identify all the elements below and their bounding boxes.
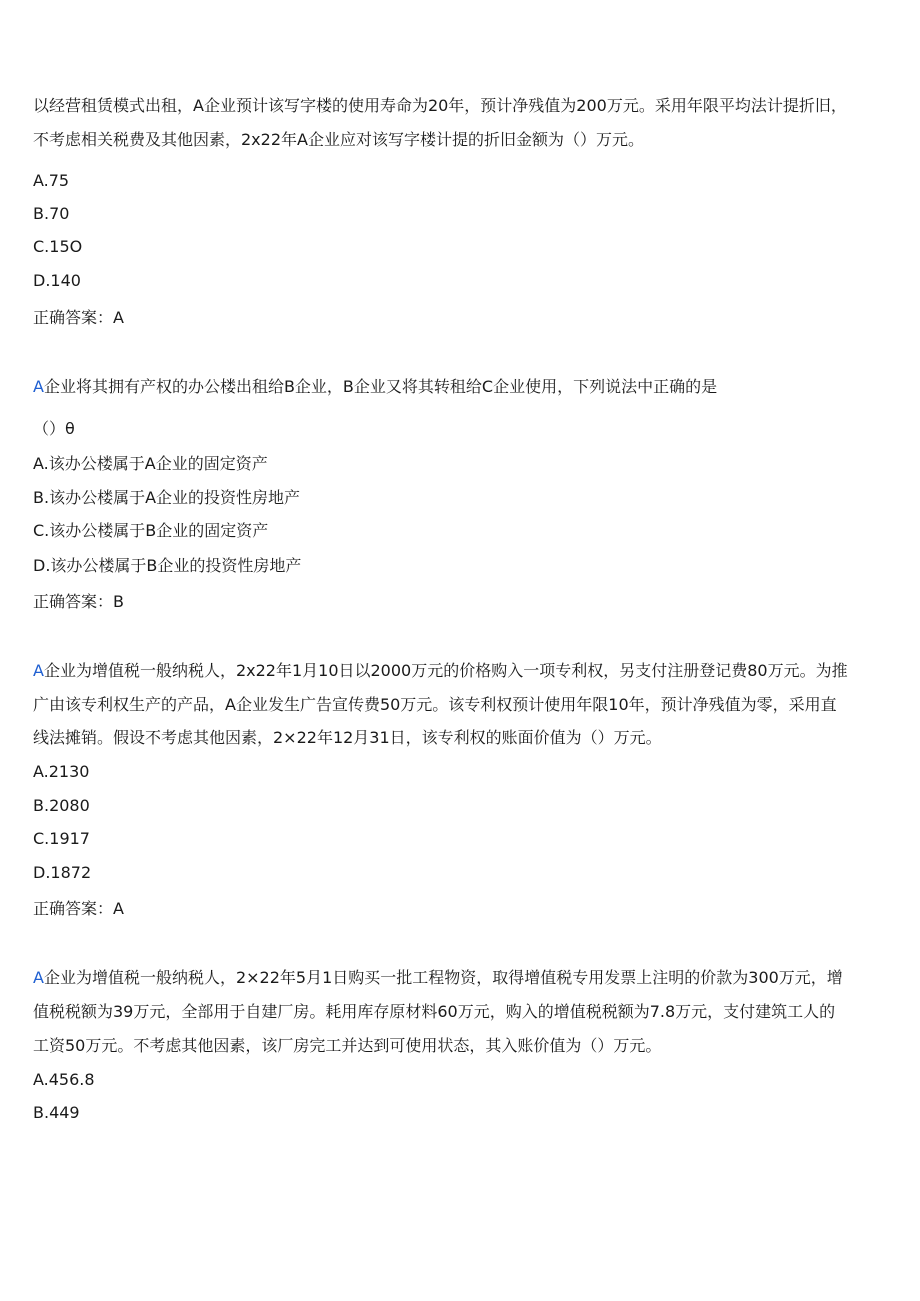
q3-option-c: C.1917: [33, 829, 90, 848]
q1-stem-line-1: 以经营租赁模式出租，A企业预计该写字楼的使用寿命为20年，预计净残值为200万元。采用年限平均法计提折旧，: [33, 96, 847, 115]
q4-stem-line-1: [33, 967, 843, 989]
q1-stem-line-2: 不考虑相关税费及其他因素，2x22年A企业应对该写字楼计提的折旧金额为（）万元。: [33, 130, 644, 149]
q2-stem-line-2: （）θ: [33, 419, 75, 438]
q4-stem-text: 企业为增值税一般纳税人，2×22年5月1日购买一批工程物资，取得增值税专用发票上注明的价款为300万元，增: [43, 968, 843, 987]
q2-stem-text: 企业将其拥有产权的办公楼出租给B企业，B企业又将其转租给C企业使用，下列说法中正确的是: [43, 377, 718, 396]
q1-option-a: A.75: [33, 171, 70, 190]
q3-stem-line-3: 线法摊销。假设不考虑其他因素，2×22年12月31日，该专利权的账面价值为（）万元。: [33, 728, 662, 747]
q2-option-a: A.该办公楼属于A企业的固定资产: [33, 454, 268, 473]
q3-stem-lead: A: [33, 661, 44, 680]
q3-stem-text: 企业为增值税一般纳税人，2x22年1月10日以2000万元的价格购入一项专利权，另支付注册登记费80万元。为推: [43, 661, 848, 680]
q1-option-b: B.70: [33, 204, 70, 223]
q4-stem-line-2: 值税税额为39万元，全部用于自建厂房。耗用库存原材料60万元，购入的增值税税额为7.8万元，支付建筑工人的: [33, 1002, 836, 1021]
q2-answer: 正确答案：B: [33, 592, 124, 611]
q3-option-a: A.2130: [33, 762, 90, 781]
q4-option-b: B.449: [33, 1103, 80, 1122]
q3-stem-line-1: [33, 660, 848, 682]
q2-option-d: D.该办公楼属于B企业的投资性房地产: [33, 556, 302, 575]
q3-answer: 正确答案：A: [33, 899, 124, 918]
q1-option-c: C.15O: [33, 237, 83, 256]
q4-option-a: A.456.8: [33, 1070, 95, 1089]
q1-answer: 正确答案：A: [33, 308, 124, 327]
q1-option-d: D.140: [33, 271, 81, 290]
q2-option-c: C.该办公楼属于B企业的固定资产: [33, 521, 269, 540]
q4-stem-lead: A: [33, 968, 44, 987]
q3-option-d: D.1872: [33, 863, 92, 882]
q2-stem-line-1: [33, 376, 717, 398]
q3-option-b: B.2080: [33, 796, 90, 815]
q3-stem-line-2: 广由该专利权生产的产品，A企业发生广告宣传费50万元。该专利权预计使用年限10年，预计净残值为零，采用直: [33, 695, 837, 714]
q2-stem-lead: A: [33, 377, 44, 396]
q2-option-b: B.该办公楼属于A企业的投资性房地产: [33, 488, 301, 507]
q4-stem-line-3: 工资50万元。不考虑其他因素，该厂房完工并达到可使用状态，其入账价值为（）万元。: [33, 1036, 662, 1055]
